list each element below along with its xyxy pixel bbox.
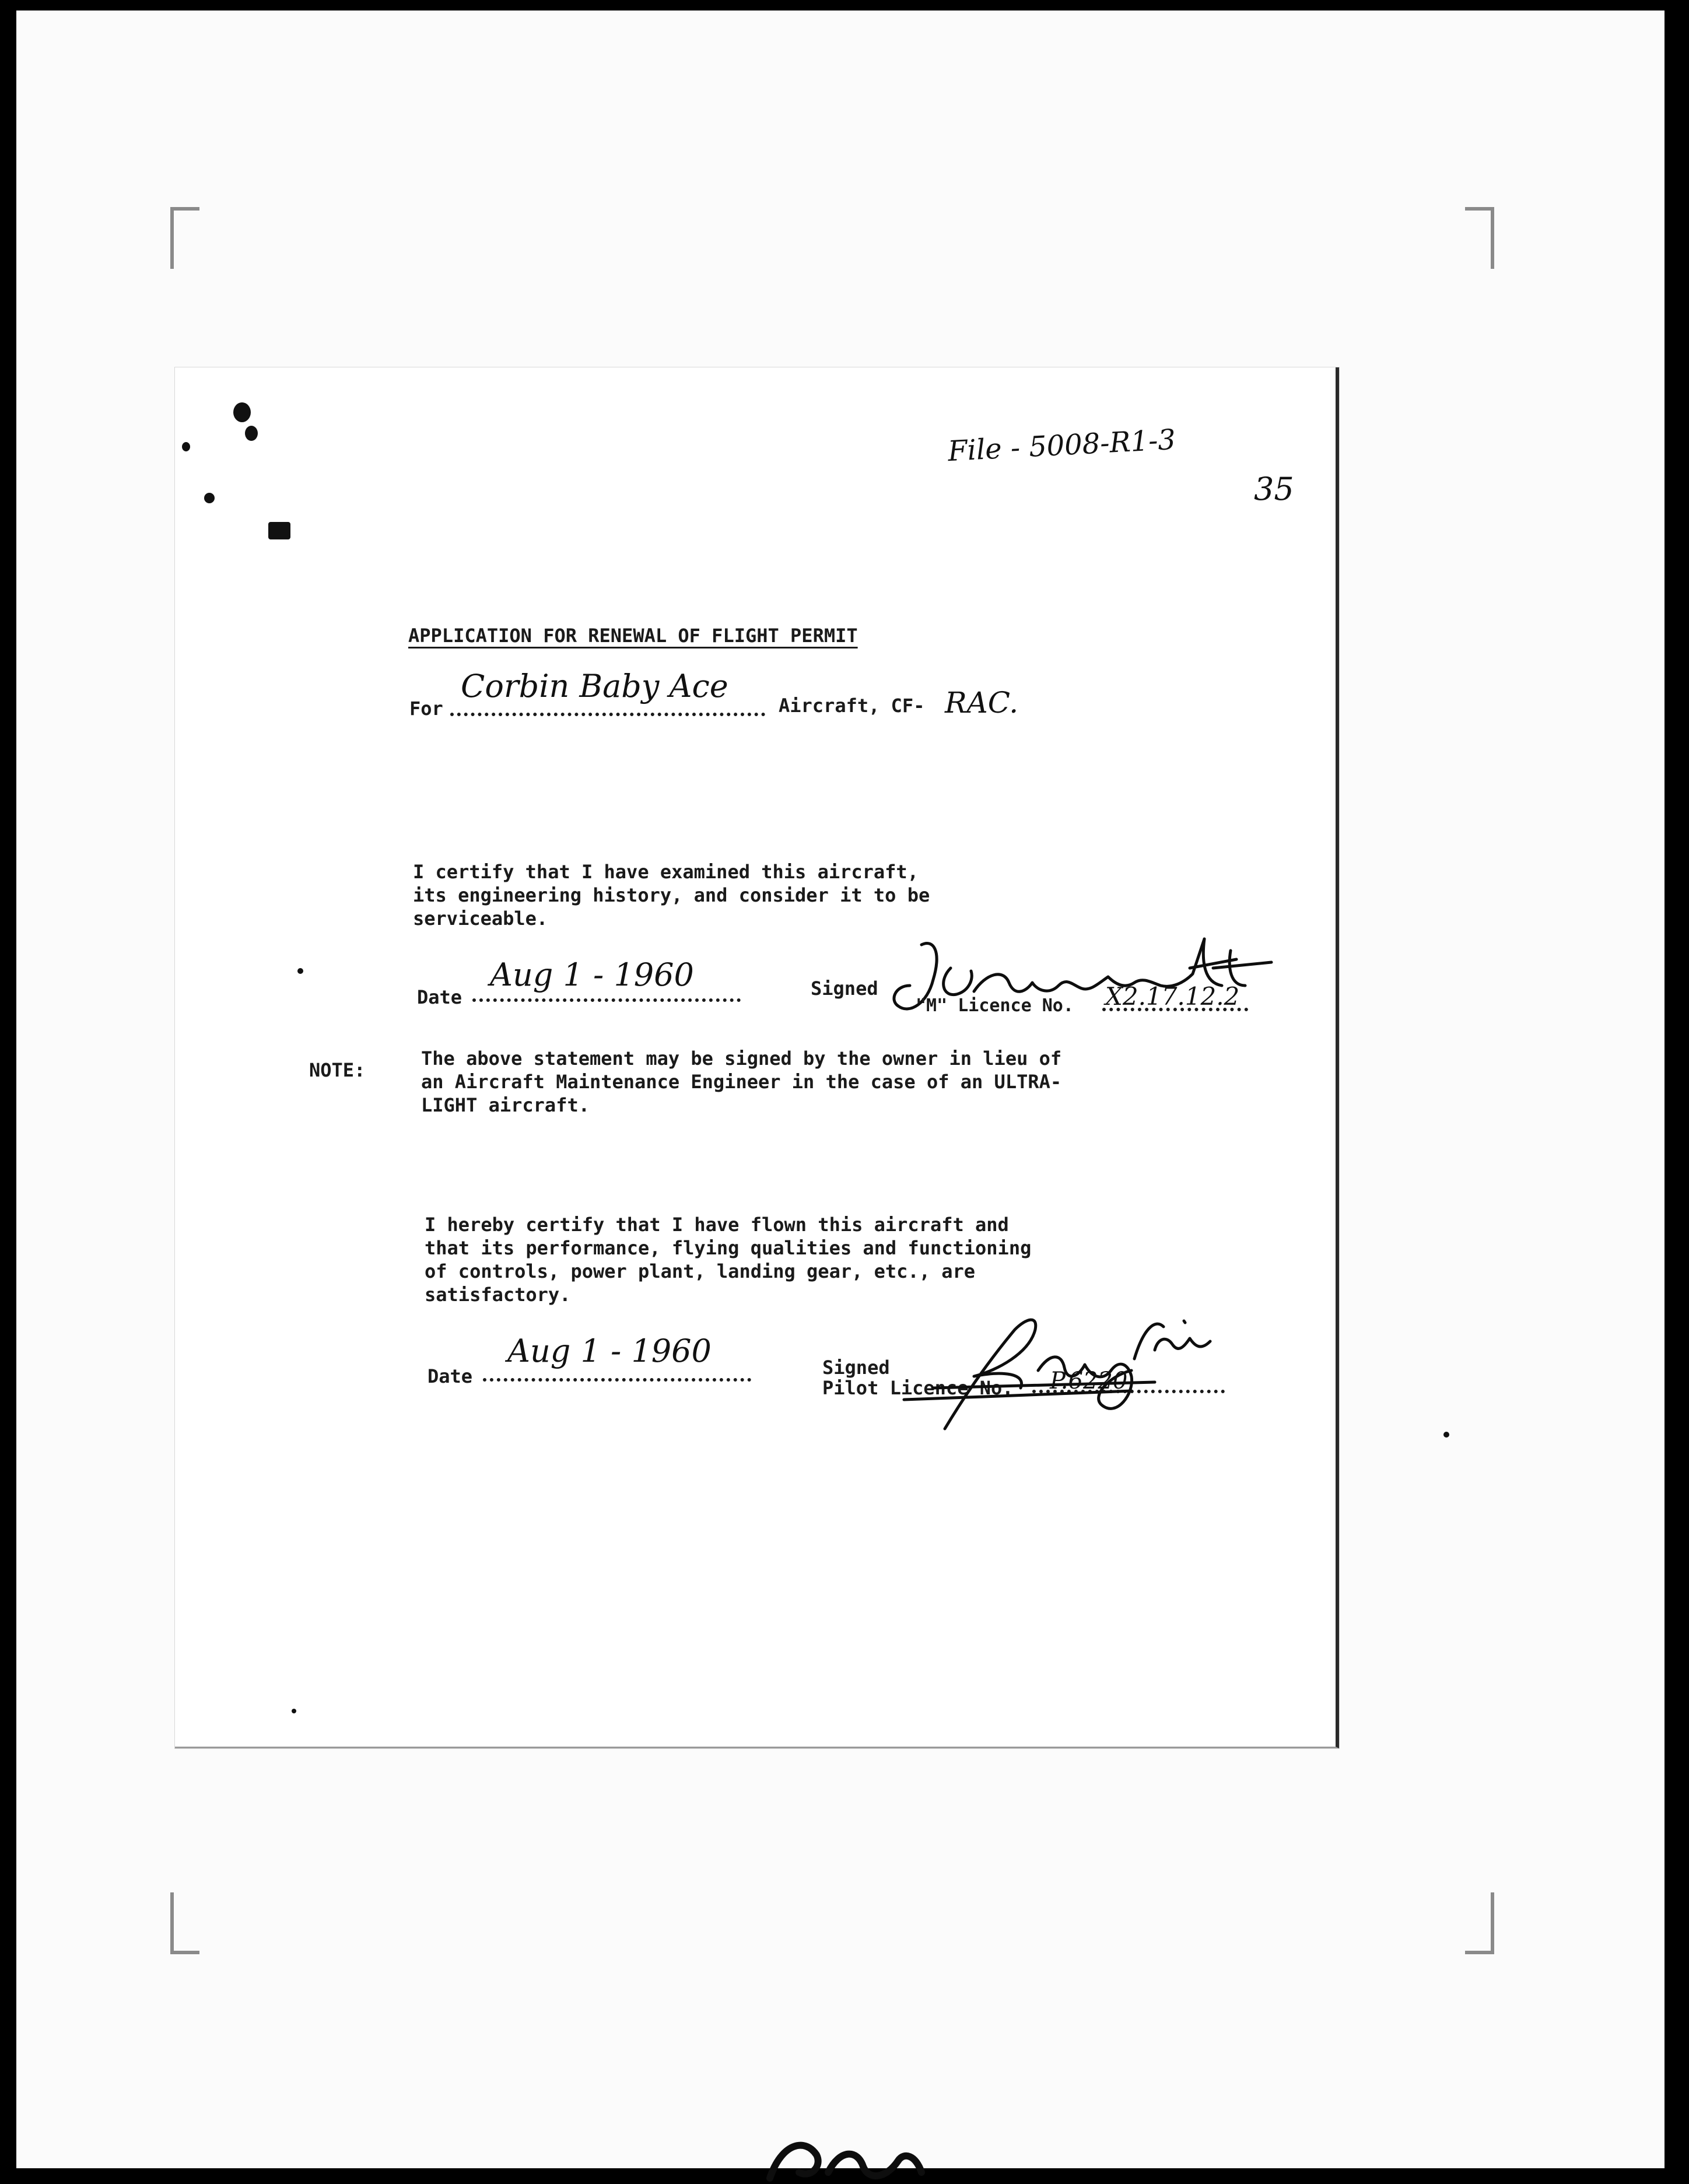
page-number: 35 xyxy=(1254,471,1294,507)
certification-text-1: I certify that I have examined this aircraft, its engineering history, and consider it to be serviceable. xyxy=(413,861,930,930)
crop-mark-top-left xyxy=(170,207,199,269)
aircraft-type-dotted-line xyxy=(450,713,765,716)
signed-label-2: Signed xyxy=(822,1356,890,1379)
aircraft-line-mid: Aircraft, CF- xyxy=(779,695,925,717)
bottom-ink-mark xyxy=(758,2132,933,2184)
file-reference: File - 5008-R1-3 xyxy=(947,423,1177,468)
licence-label-1: "M" Licence No. xyxy=(916,995,1074,1016)
page-title: APPLICATION FOR RENEWAL OF FLIGHT PERMIT xyxy=(408,625,858,647)
scan-speck xyxy=(245,426,258,441)
licence-label-2: Pilot Licence No. xyxy=(822,1377,1014,1399)
scan-speck xyxy=(204,493,215,503)
date-dotted-line-2 xyxy=(483,1378,751,1382)
note-label: NOTE: xyxy=(309,1059,366,1081)
aircraft-line-prefix: For xyxy=(409,697,443,720)
scan-speck xyxy=(297,968,303,974)
signed-label-1: Signed xyxy=(811,977,878,1000)
scan-speck xyxy=(182,442,190,451)
crop-mark-top-right xyxy=(1465,207,1494,269)
crop-mark-bottom-left xyxy=(170,1892,199,1954)
certification-text-2: I hereby certify that I have flown this aircraft and that its performance, flying qualities and functioning of controls, power plant, landing gear, etc., are satisfactory. xyxy=(425,1214,1032,1306)
date-value-1: Aug 1 - 1960 xyxy=(490,956,694,993)
date-label-1: Date xyxy=(417,986,462,1008)
scan-speck xyxy=(268,522,290,539)
aircraft-type: Corbin Baby Ace xyxy=(461,668,728,704)
licence-value-2: P.6220 xyxy=(1050,1368,1128,1394)
licence-value-1: X2.17.12.2 xyxy=(1105,982,1240,1011)
date-dotted-line-1 xyxy=(472,998,741,1002)
scan-speck xyxy=(233,402,251,422)
scan-speck xyxy=(292,1709,296,1713)
date-value-2: Aug 1 - 1960 xyxy=(507,1333,712,1369)
scan-speck xyxy=(1443,1432,1449,1438)
note-text: The above statement may be signed by the owner in lieu of an Aircraft Maintenance Engineer in the case of an ULTRA- LIGHT aircraft. xyxy=(421,1047,1062,1116)
signature-2 xyxy=(828,1295,1236,1446)
date-label-2: Date xyxy=(427,1365,473,1387)
crop-mark-bottom-right xyxy=(1465,1892,1494,1954)
aircraft-registration: RAC. xyxy=(945,686,1019,720)
